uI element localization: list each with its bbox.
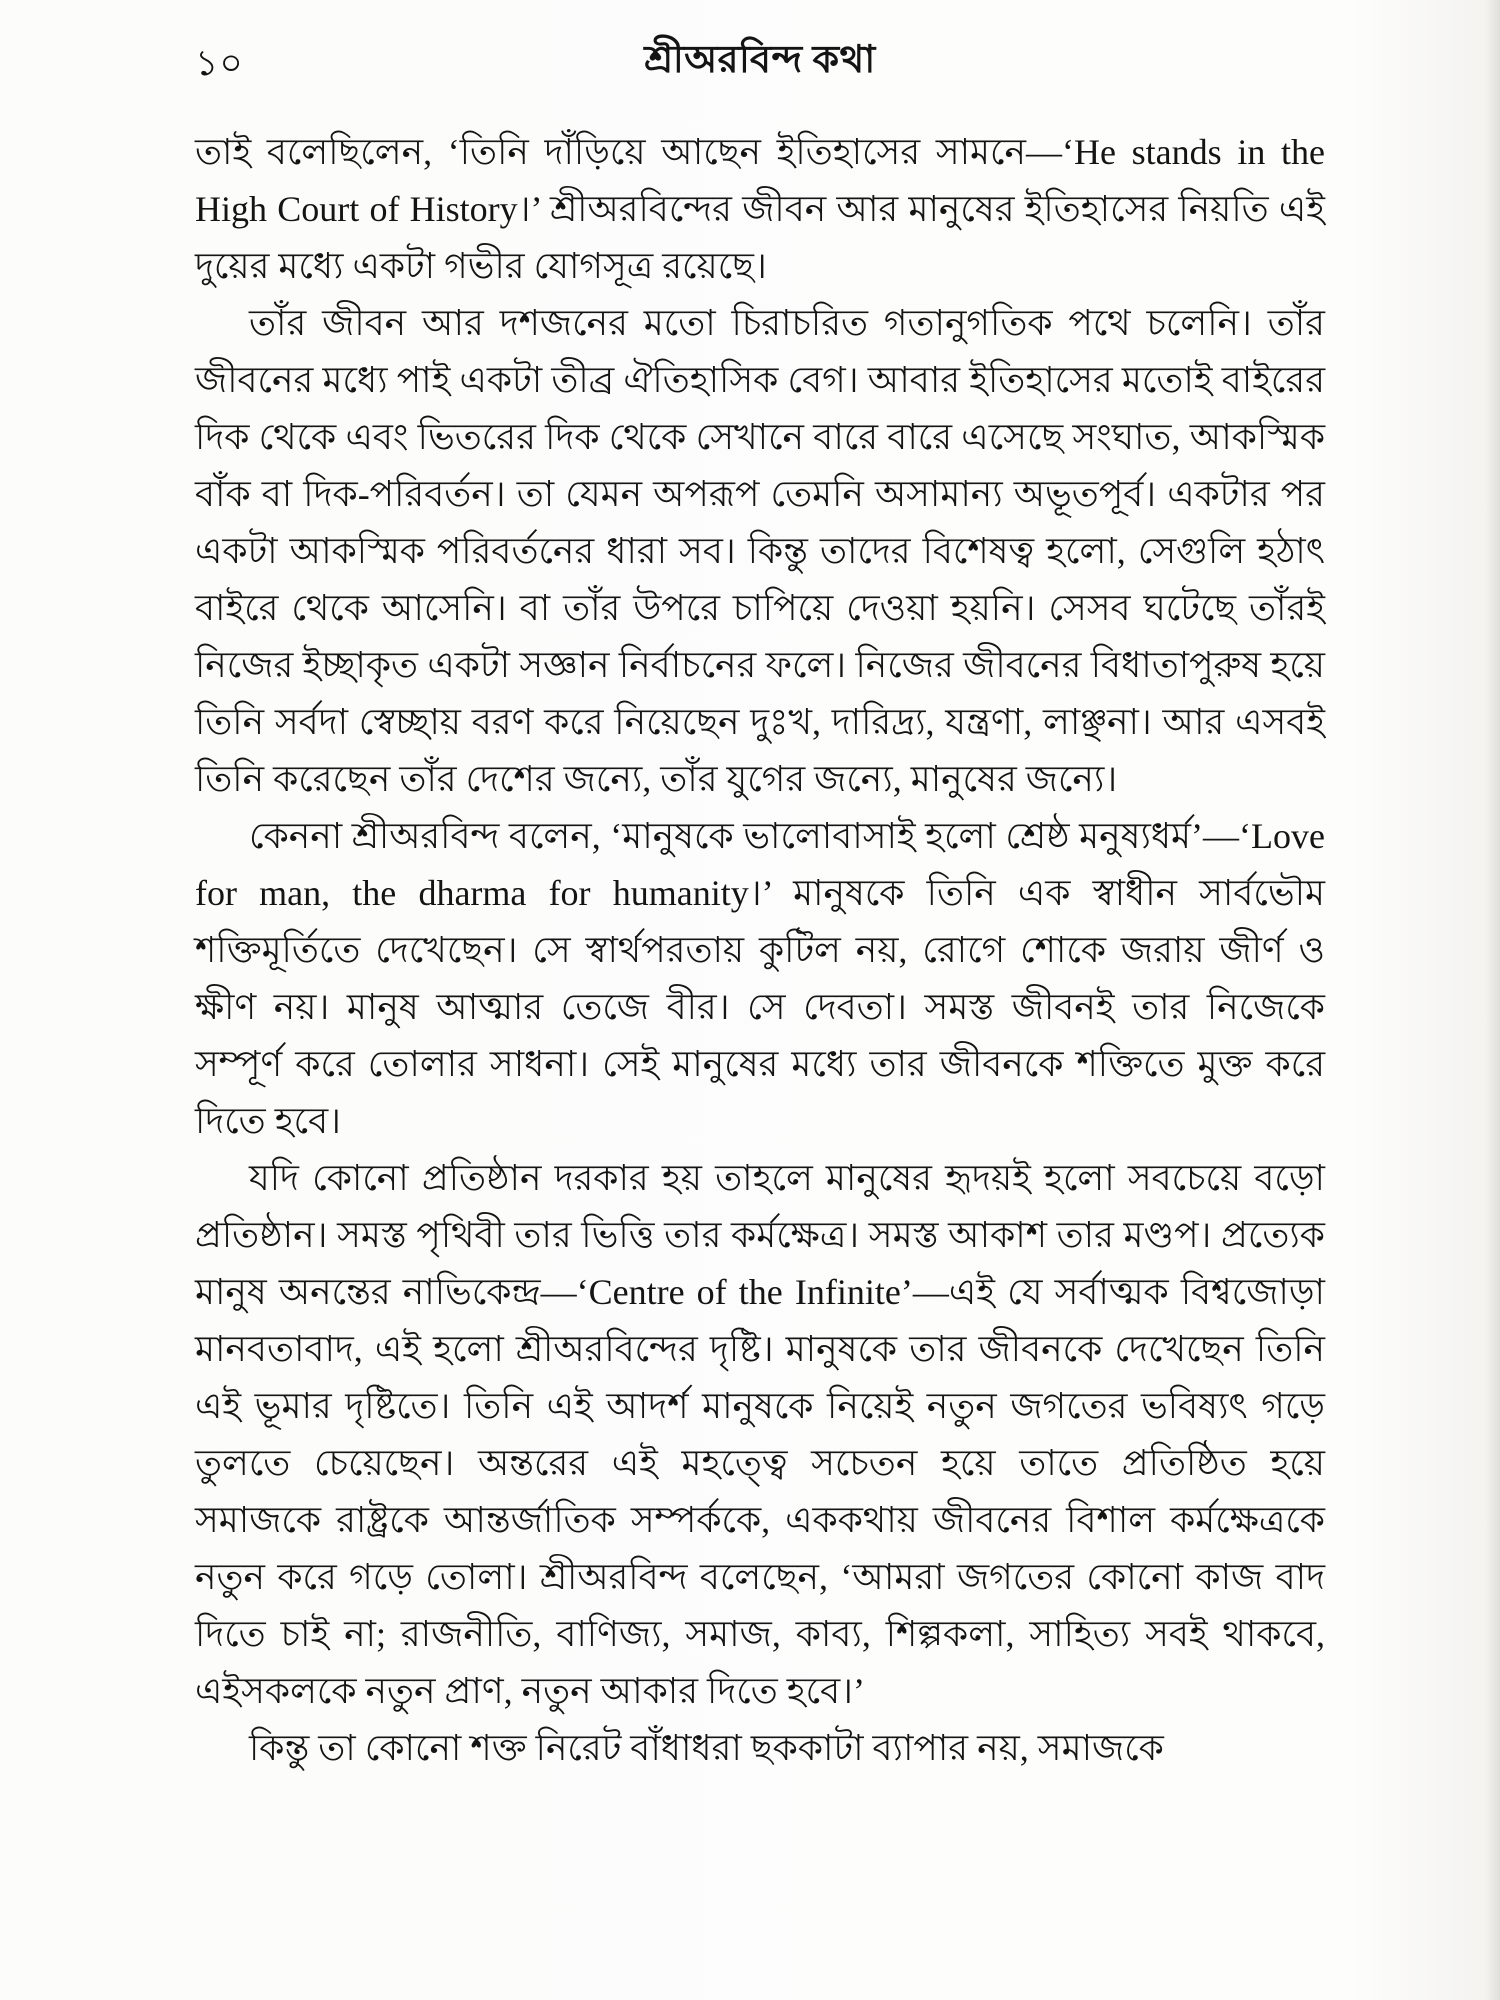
page-header: [195, 30, 1325, 94]
paragraph: যদি কোনো প্রতিষ্ঠান দরকার হয় তাহলে মানুষের হৃদয়ই হলো সবচেয়ে বড়ো প্রতিষ্ঠান। সমস্ত পৃথিবী তার ভিত্তি তার কর্মক্ষেত্র। সমস্ত আকাশ তার মণ্ডপ। প্রত্যেক মানুষ অনন্তের নাভিকেন্দ্র—‘Centre of the Infinite’—এই যে সর্বাত্মক বিশ্বজোড়া মানবতাবাদ, এই হলো শ্রীঅরবিন্দের দৃষ্টি। মানুষকে তার জীবনকে দেখেছেন তিনি এই ভূমার দৃষ্টিতে। তিনি এই আদর্শ মানুষকে নিয়েই নতুন জগতের ভবিষ্যৎ গড়ে তুলতে চেয়েছেন। অন্তরের এই মহত্ত্বে সচেতন হয়ে তাতে প্রতিষ্ঠিত হয়ে সমাজকে রাষ্ট্রকে আন্তর্জাতিক সম্পর্ককে, এককথায় জীবনের বিশাল কর্মক্ষেত্রকে নতুন করে গড়ে তোলা। শ্রীঅরবিন্দ বলেছেন, ‘আমরা জগতের কোনো কাজ বাদ দিতে চাই না; রাজনীতি, বাণিজ্য, সমাজ, কাব্য, শিল্পকলা, সাহিত্য সবই থাকবে, এইসকলকে নতুন প্রাণ, নতুন আকার দিতে হবে।’: [195, 1158, 1325, 1711]
paragraph: তাঁর জীবন আর দশজনের মতো চিরাচরিত গতানুগতিক পথে চলেনি। তাঁর জীবনের মধ্যে পাই একটা তীব্র ঐতিহাসিক বেগ। আবার ইতিহাসের মতোই বাইরের দিক থেকে এবং ভিতরের দিক থেকে সেখানে বারে বারে এসেছে সংঘাত, আকস্মিক বাঁক বা দিক-পরিবর্তন। তা যেমন অপরূপ তেমনি অসামান্য অভূতপূর্ব। একটার পর একটা আকস্মিক পরিবর্তনের ধারা সব। কিন্তু তাদের বিশেষত্ব হলো, সেগুলি হঠাৎ বাইরে থেকে আসেনি। বা তাঁর উপরে চাপিয়ে দেওয়া হয়নি। সেসব ঘটেছে তাঁরই নিজের ইচ্ছাকৃত একটা সজ্ঞান নির্বাচনের ফলে। নিজের জীবনের বিধাতাপুরুষ হয়ে তিনি সর্বদা স্বেচ্ছায় বরণ করে নিয়েছেন দুঃখ, দারিদ্র্য, যন্ত্রণা, লাঞ্ছনা। আর এসবই তিনি করেছেন তাঁর দেশের জন্যে, তাঁর যুগের জন্যে, মানুষের জন্যে।: [195, 303, 1325, 799]
paragraph: কিন্তু তা কোনো শক্ত নিরেট বাঁধাধরা ছককাটা ব্যাপার নয়, সমাজকে: [249, 1728, 1164, 1768]
page-number: ১০: [195, 43, 244, 83]
book-title: শ্রীঅরবিন্দ কথা: [644, 39, 876, 81]
paragraph: কেননা শ্রীঅরবিন্দ বলেন, ‘মানুষকে ভালোবাসাই হলো শ্রেষ্ঠ মনুষ্যধর্ম’—‘Love for man, the dharma for humanity।’ মানুষকে তিনি এক স্বাধীন সার্বভৌম শক্তিমূর্তিতে দেখেছেন। সে স্বার্থপরতায় কুটিল নয়, রোগে শোকে জরায় জীর্ণ ও ক্ষীণ নয়। মানুষ আত্মার তেজে বীর। সে দেবতা। সমস্ত জীবনই তার নিজেকে সম্পূর্ণ করে তোলার সাধনা। সেই মানুষের মধ্যে তার জীবনকে শক্তিতে মুক্ত করে দিতে হবে।: [195, 816, 1325, 1141]
page-body: [195, 124, 1325, 1777]
paragraph: তাই বলেছিলেন, ‘তিনি দাঁড়িয়ে আছেন ইতিহাসের সামনে—‘He stands in the High Court of History।’ শ্রীঅরবিন্দের জীবন আর মানুষের ইতিহাসের নিয়তি এই দুয়ের মধ্যে একটা গভীর যোগসূত্র রয়েছে।: [195, 132, 1325, 286]
